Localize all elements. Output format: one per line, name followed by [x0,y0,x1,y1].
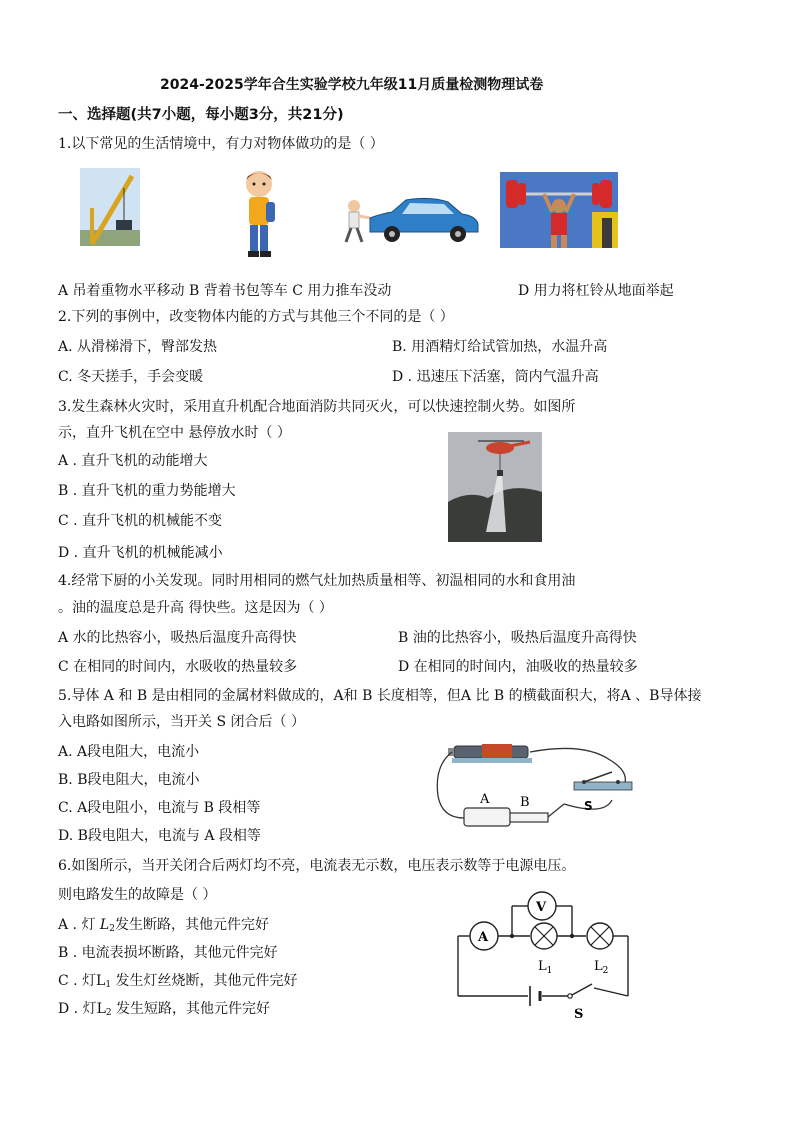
lamp-l1-label: $L_1$ [538,959,553,976]
question-4-option-c: C 在相同的时间内，水吸收的热量较多 [58,659,298,675]
crane-image [80,168,140,246]
question-3-stem-line2: 示，直升飞机在空中 悬停放水时（ ） [58,425,291,441]
lamp-l2-label: $L_2$ [594,959,609,976]
question-5-option-b: B. B段电阻大，电流小 [58,772,200,788]
question-2-option-a: A. 从滑梯滑下，臀部发热 [58,339,218,355]
conductor-b-label: B [520,795,530,810]
helicopter-image [448,432,542,542]
conductor-a-label: A [480,792,490,807]
question-3-option-c: C . 直升飞机的机械能不变 [58,513,223,529]
question-3-option-a: A . 直升飞机的动能增大 [58,453,208,469]
question-3-option-d: D . 直升飞机的机械能减小 [58,545,223,561]
question-6-stem-line2: 则电路发生的故障是（ ） [58,887,217,903]
lamp-circuit-diagram [454,884,634,1024]
question-4-stem-line2: 。油的温度总是升高 得快些。这是因为（ ） [58,600,333,616]
switch-label: S [584,799,593,813]
page-title: 2024-2025学年合生实验学校九年级11月质量检测物理试卷 [160,77,544,93]
weightlifter-image [500,172,618,248]
question-5-option-c: C. A段电阻小，电流与 B 段相等 [58,800,261,816]
question-1-stem: 1.以下常见的生活情境中，有力对物体做功的是（ ） [58,136,384,152]
question-6-option-c: C . 灯$L_1$ 发生灯丝烧断，其他元件完好 [58,973,298,990]
ammeter-label: A [478,930,489,945]
question-4-option-b: B 油的比热容小，吸热后温度升高得快 [398,630,637,646]
question-4-stem-line1: 4.经常下厨的小关发现。同时用相同的燃气灶加热质量相等、初温相同的水和食用油 [58,573,576,589]
switch-s-label: S [574,1007,584,1022]
question-6-option-b: B . 电流表损坏断路，其他元件完好 [58,945,278,961]
question-2-option-c: C. 冬天搓手，手会变暖 [58,369,204,385]
question-2-option-d: D . 迅速压下活塞，筒内气温升高 [392,369,599,385]
question-1-options-abc: A 吊着重物水平移动 B 背着书包等车 C 用力推车没动 [58,283,392,299]
push-car-image [340,192,480,247]
voltmeter-label: V [536,900,547,915]
question-5-option-a: A. A段电阻大，电流小 [58,744,200,760]
question-5-option-d: D. B段电阻大，电流与 A 段相等 [58,828,261,844]
question-6-stem-line1: 6.如图所示，当开关闭合后两灯均不亮，电流表无示数，电压表示数等于电源电压。 [58,858,576,874]
question-2-option-b: B. 用酒精灯给试管加热，水温升高 [392,339,608,355]
question-4-option-a: A 水的比热容小，吸热后温度升高得快 [58,630,297,646]
conductor-circuit-diagram [434,736,650,830]
section-heading: 一、选择题(共7小题，每小题3分，共21分) [58,107,344,123]
question-3-stem-line1: 3.发生森林火灾时，采用直升机配合地面消防共同灭火，可以快速控制火势。如图所 [58,399,576,415]
question-2-stem: 2.下列的事例中，改变物体内能的方式与其他三个不同的是（ ） [58,309,454,325]
question-5-stem-line1: 5.导体 A 和 B 是由相同的金属材料做成的，A和 B 长度相等，但A 比 B 的横截面积大，将A 、B导体接 [58,688,702,704]
question-5-stem-line2: 入电路如图所示，当开关 S 闭合后（ ） [58,714,305,730]
boy-with-backpack-image [240,166,278,262]
question-1-option-d: D 用力将杠铃从地面举起 [518,283,674,299]
question-6-option-d: D . 灯$L_2$ 发生短路，其他元件完好 [58,1001,271,1018]
question-3-option-b: B . 直升飞机的重力势能增大 [58,483,236,499]
question-6-option-a: A . 灯 $L_2$发生断路，其他元件完好 [58,917,269,934]
question-4-option-d: D 在相同的时间内，油吸收的热量较多 [398,659,638,675]
